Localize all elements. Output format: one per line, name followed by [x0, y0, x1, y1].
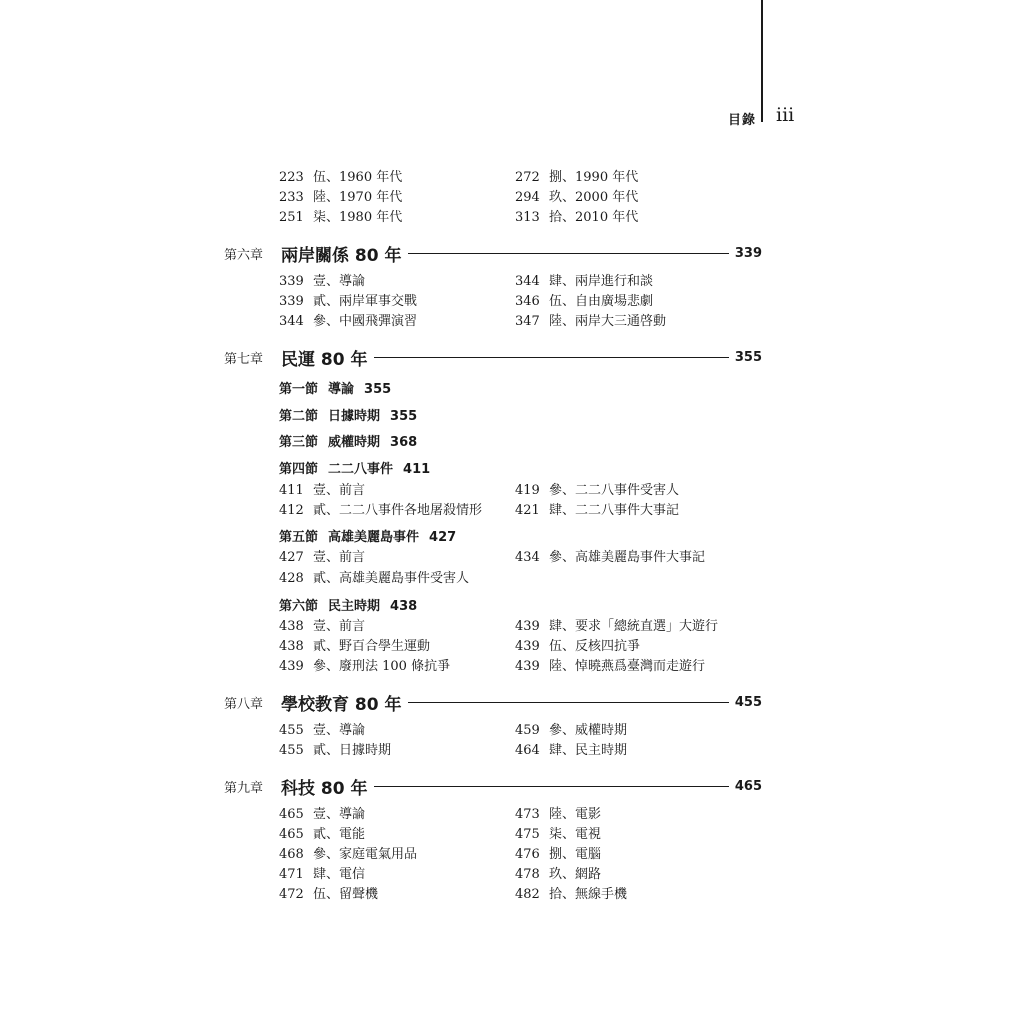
toc-entry: 344 肆、兩岸進行和談 — [515, 274, 654, 289]
toc-entry: 464 肆、民主時期 — [515, 743, 628, 758]
chapter-heading[interactable] — [224, 241, 762, 265]
toc-entry: 223 伍、1960 年代 — [279, 170, 403, 185]
section-heading[interactable]: 第二節 日據時期 355 — [279, 409, 418, 424]
toc-entry: 339 貳、兩岸軍事交戰 — [279, 294, 418, 309]
toc-entry: 439 參、廢刑法 100 條抗爭 — [279, 659, 451, 674]
toc-entry: 344 參、中國飛彈演習 — [279, 314, 418, 329]
toc-entry: 465 貳、電能 — [279, 827, 366, 842]
toc-entry: 421 肆、二二八事件大事記 — [515, 503, 680, 518]
header-label: 目錄 — [728, 113, 757, 128]
toc-entry: 478 玖、網路 — [515, 867, 602, 882]
toc-entry: 471 肆、電信 — [279, 867, 366, 882]
toc-entry: 434 參、高雄美麗島事件大事記 — [515, 550, 706, 565]
toc-entry: 412 貳、二二八事件各地屠殺情形 — [279, 503, 483, 518]
toc-entry: 339 壹、導論 — [279, 274, 366, 289]
toc-entry: 465 壹、導論 — [279, 807, 366, 822]
toc-entry: 439 肆、要求「總統直選」大遊行 — [515, 619, 719, 634]
toc-entry: 482 拾、無線手機 — [515, 887, 628, 902]
toc-entry: 419 參、二二八事件受害人 — [515, 483, 680, 498]
header-page-number: iii — [776, 104, 795, 126]
toc-entry: 468 參、家庭電氣用品 — [279, 847, 418, 862]
chapter-label: 第六章 — [224, 247, 264, 263]
chapter-label: 第九章 — [224, 780, 264, 796]
toc-entry: 439 陸、悼曉燕爲臺灣而走遊行 — [515, 659, 706, 674]
toc-entry: 251 柒、1980 年代 — [279, 210, 403, 225]
toc-entry: 439 伍、反核四抗爭 — [515, 639, 641, 654]
chapter-page: 455 — [734, 694, 762, 710]
chapter-heading[interactable] — [224, 774, 762, 798]
toc-entry: 411 壹、前言 — [279, 483, 366, 498]
header-rule — [761, 0, 763, 122]
chapter-title: 兩岸關係 80 年 — [281, 245, 402, 266]
leader-line — [374, 786, 729, 787]
chapter-label: 第七章 — [224, 351, 264, 367]
toc-entry: 346 伍、自由廣場悲劇 — [515, 294, 654, 309]
chapter-title: 民運 80 年 — [281, 349, 368, 370]
toc-entry: 272 捌、1990 年代 — [515, 170, 639, 185]
toc-entry: 428 貳、高雄美麗島事件受害人 — [279, 571, 470, 586]
toc-entry: 472 伍、留聲機 — [279, 887, 379, 902]
chapter-heading[interactable] — [224, 345, 762, 369]
chapter-heading[interactable] — [224, 690, 762, 714]
chapter-title: 科技 80 年 — [281, 778, 368, 799]
toc-entry: 347 陸、兩岸大三通啓動 — [515, 314, 667, 329]
toc-entry: 427 壹、前言 — [279, 550, 366, 565]
toc-entry: 313 拾、2010 年代 — [515, 210, 639, 225]
toc-entry: 455 壹、導論 — [279, 723, 366, 738]
section-heading[interactable]: 第六節 民主時期 438 — [279, 599, 418, 614]
leader-line — [374, 357, 729, 358]
chapter-title: 學校教育 80 年 — [281, 694, 402, 715]
toc-entry: 455 貳、日據時期 — [279, 743, 392, 758]
toc-entry: 233 陸、1970 年代 — [279, 190, 403, 205]
toc-entry: 294 玖、2000 年代 — [515, 190, 639, 205]
chapter-page: 355 — [734, 349, 762, 365]
toc-entry: 475 柒、電視 — [515, 827, 602, 842]
section-heading[interactable]: 第三節 威權時期 368 — [279, 435, 418, 450]
toc-entry: 476 捌、電腦 — [515, 847, 602, 862]
leader-line — [408, 702, 729, 703]
toc-entry: 473 陸、電影 — [515, 807, 602, 822]
chapter-page: 465 — [734, 778, 762, 794]
toc-entry: 438 貳、野百合學生運動 — [279, 639, 431, 654]
chapter-label: 第八章 — [224, 696, 264, 712]
toc-entry: 459 參、威權時期 — [515, 723, 628, 738]
section-heading[interactable]: 第四節 二二八事件 411 — [279, 462, 431, 477]
section-heading[interactable]: 第五節 高雄美麗島事件 427 — [279, 530, 457, 545]
chapter-page: 339 — [734, 245, 762, 261]
section-heading[interactable]: 第一節 導論 355 — [279, 382, 392, 397]
leader-line — [408, 253, 729, 254]
toc-entry: 438 壹、前言 — [279, 619, 366, 634]
